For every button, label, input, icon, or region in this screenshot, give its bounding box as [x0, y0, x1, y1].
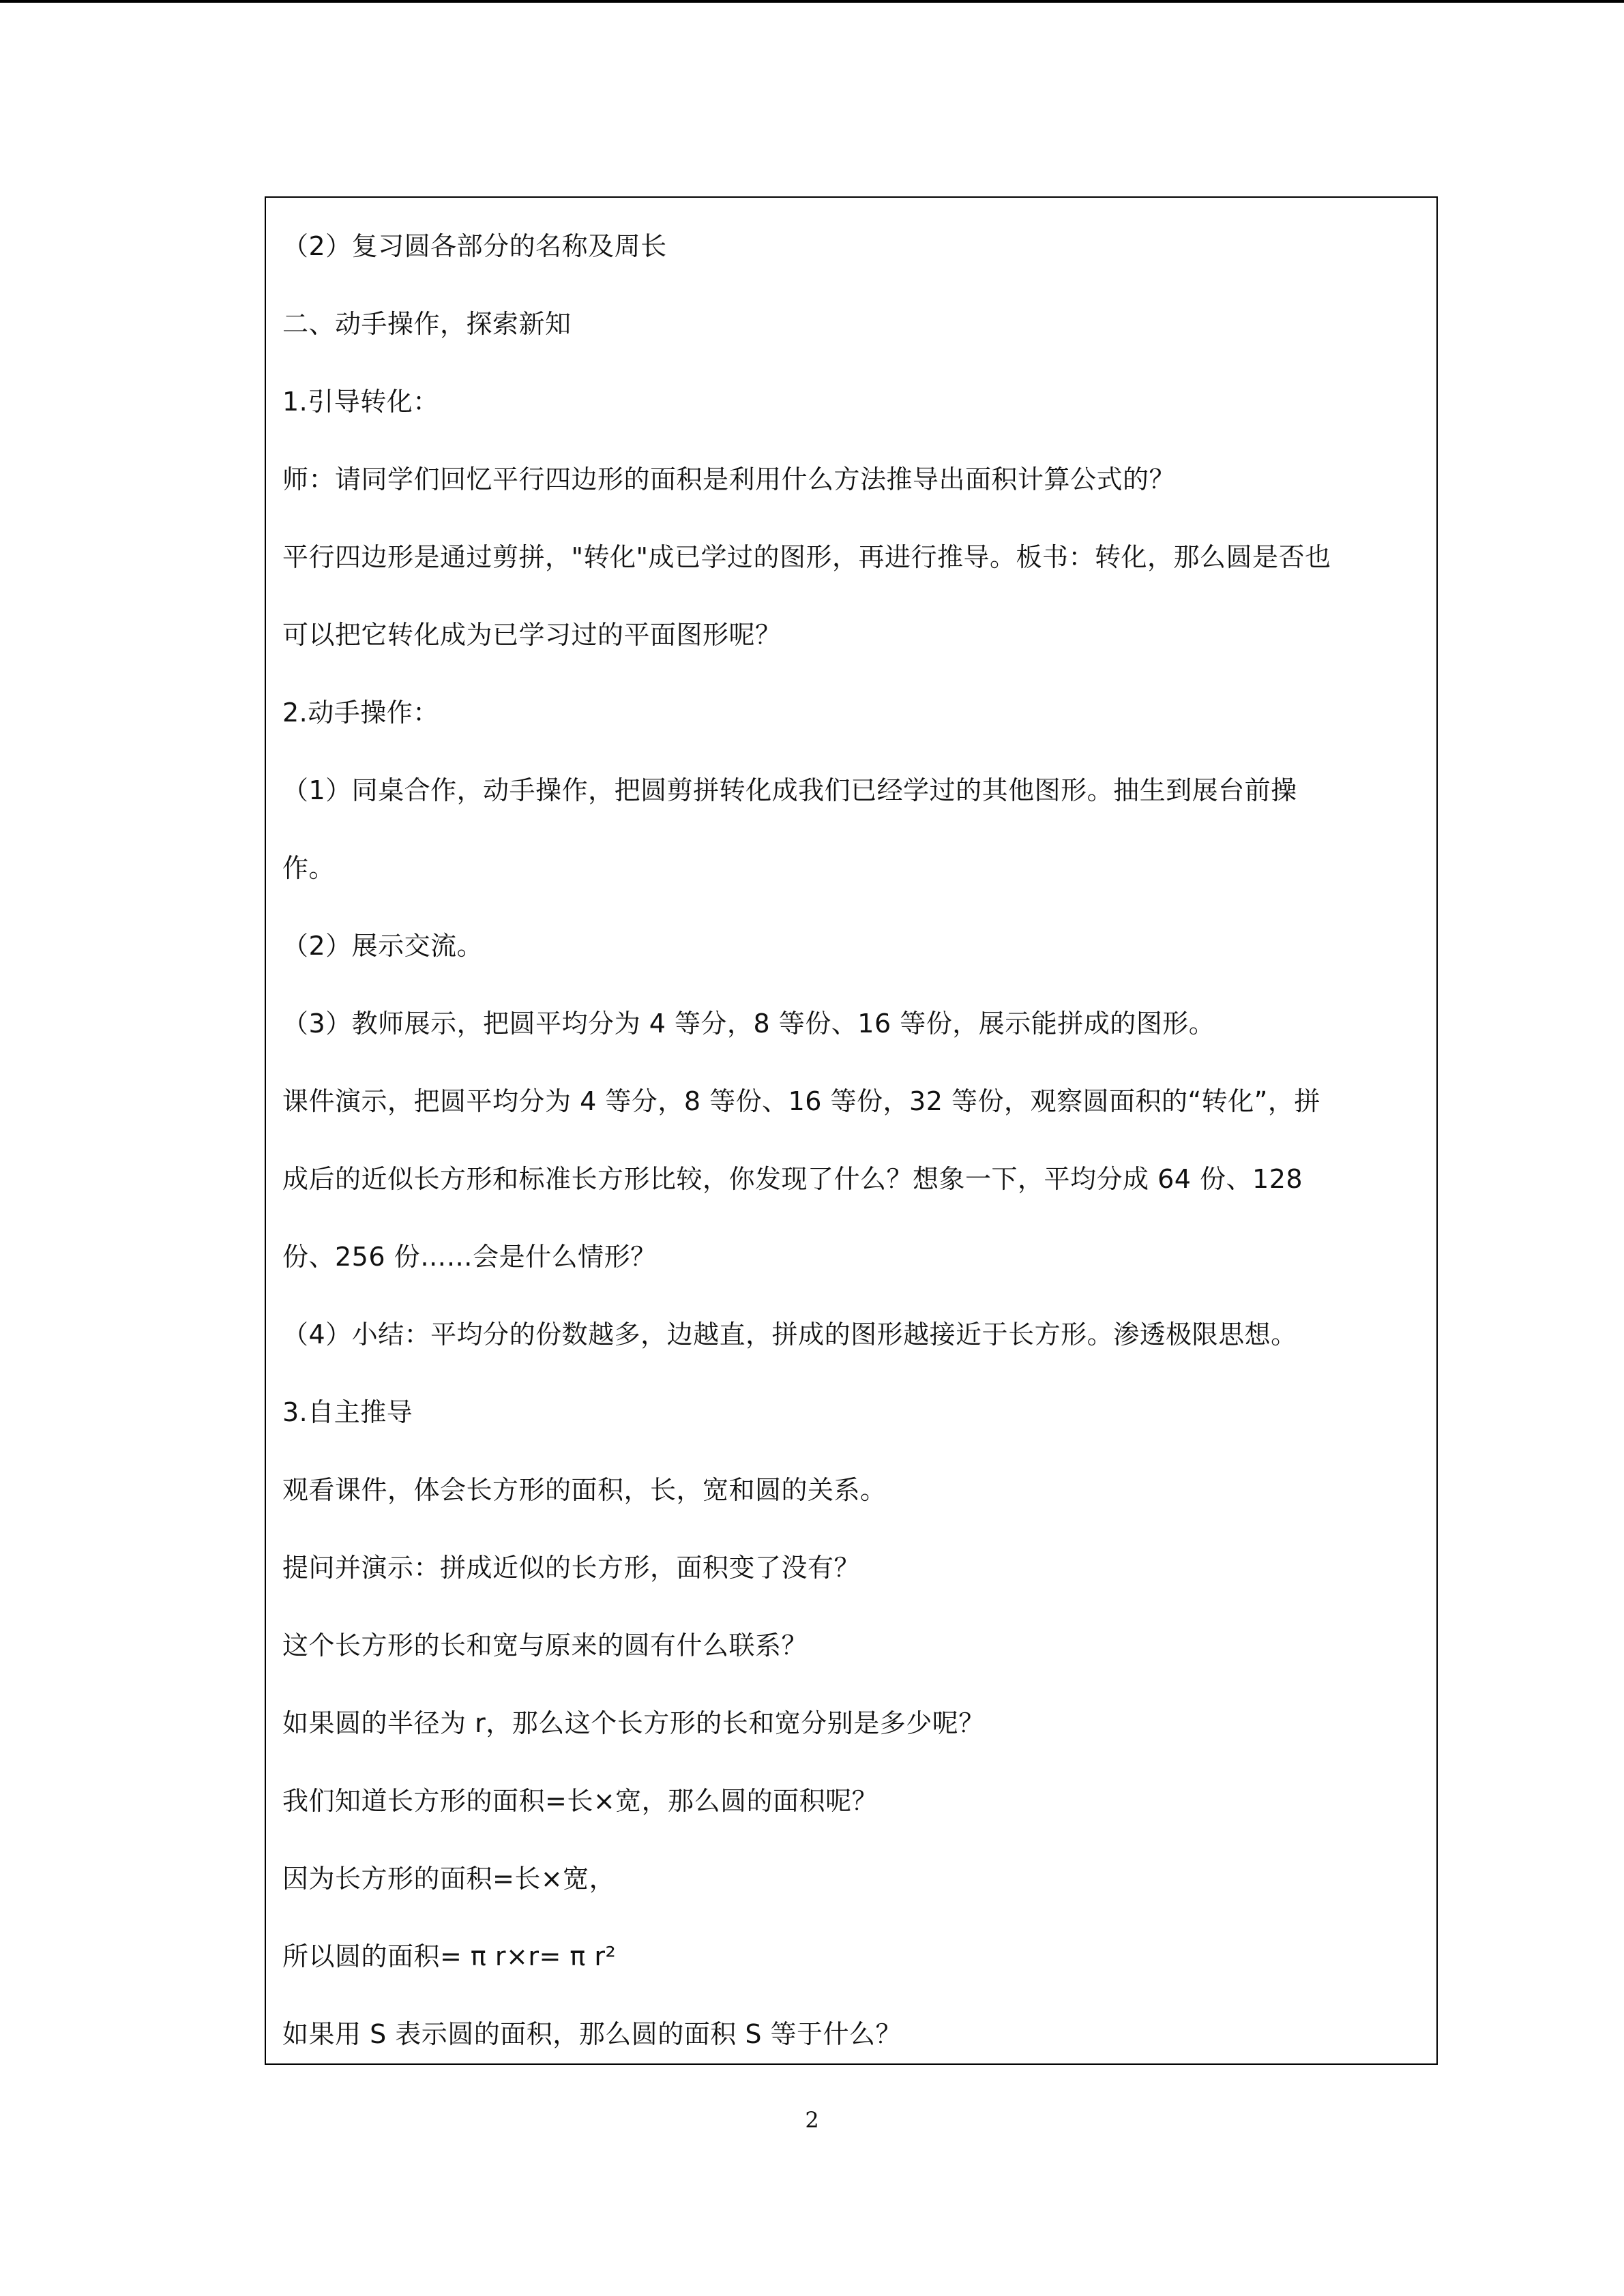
top-border-rule [0, 0, 1624, 3]
text-line: 作。 [282, 853, 336, 883]
text-line: 这个长方形的长和宽与原来的圆有什么联系？ [282, 1630, 808, 1660]
subsection-heading: 1.引导转化： [282, 387, 439, 417]
text-line: 平行四边形是通过剪拼，"转化"成已学过的图形，再进行推导。板书：转化，那么圆是否也 [282, 542, 1331, 572]
text-line: （1）同桌合作，动手操作，把圆剪拼转化成我们已经学过的其他图形。抽生到展台前操 [282, 775, 1297, 805]
page-number: 2 [805, 2107, 819, 2133]
formula-line: 所以圆的面积= π r×r= π r² [282, 1941, 617, 1971]
text-line: （4）小结：平均分的份数越多，边越直，拼成的图形越接近于长方形。渗透极限思想。 [282, 1320, 1297, 1350]
subsection-heading: 2.动手操作： [282, 698, 439, 728]
text-line: 因为长方形的面积=长×宽， [282, 1864, 616, 1894]
text-line: 师：请同学们回忆平行四边形的面积是利用什么方法推导出面积计算公式的？ [282, 464, 1176, 494]
lesson-content-table-cell [265, 196, 1438, 2065]
text-line: 课件演示，把圆平均分为 4 等分，8 等份、16 等份，32 等份，观察圆面积的“转化”，拼 [282, 1086, 1320, 1116]
section-heading: 二、动手操作，探索新知 [282, 309, 572, 339]
text-line: （2）复习圆各部分的名称及周长 [282, 231, 667, 261]
text-line: 成后的近似长方形和标准长方形比较，你发现了什么？想象一下，平均分成 64 份、128 [282, 1164, 1303, 1194]
text-line: （3）教师展示，把圆平均分为 4 等分，8 等份、16 等份，展示能拼成的图形。 [282, 1009, 1215, 1039]
text-line: （2）展示交流。 [282, 931, 484, 961]
text-line: 我们知道长方形的面积=长×宽，那么圆的面积呢？ [282, 1786, 879, 1816]
text-line: 提问并演示：拼成近似的长方形，面积变了没有？ [282, 1553, 861, 1583]
text-line: 观看课件，体会长方形的面积，长，宽和圆的关系。 [282, 1475, 887, 1505]
text-line: 如果用 S 表示圆的面积，那么圆的面积 S 等于什么？ [282, 2019, 902, 2049]
subsection-heading: 3.自主推导 [282, 1397, 413, 1427]
text-line: 可以把它转化成为已学习过的平面图形呢？ [282, 620, 782, 650]
text-line: 份、256 份……会是什么情形？ [282, 1242, 657, 1272]
text-line: 如果圆的半径为 r，那么这个长方形的长和宽分别是多少呢？ [282, 1708, 985, 1738]
